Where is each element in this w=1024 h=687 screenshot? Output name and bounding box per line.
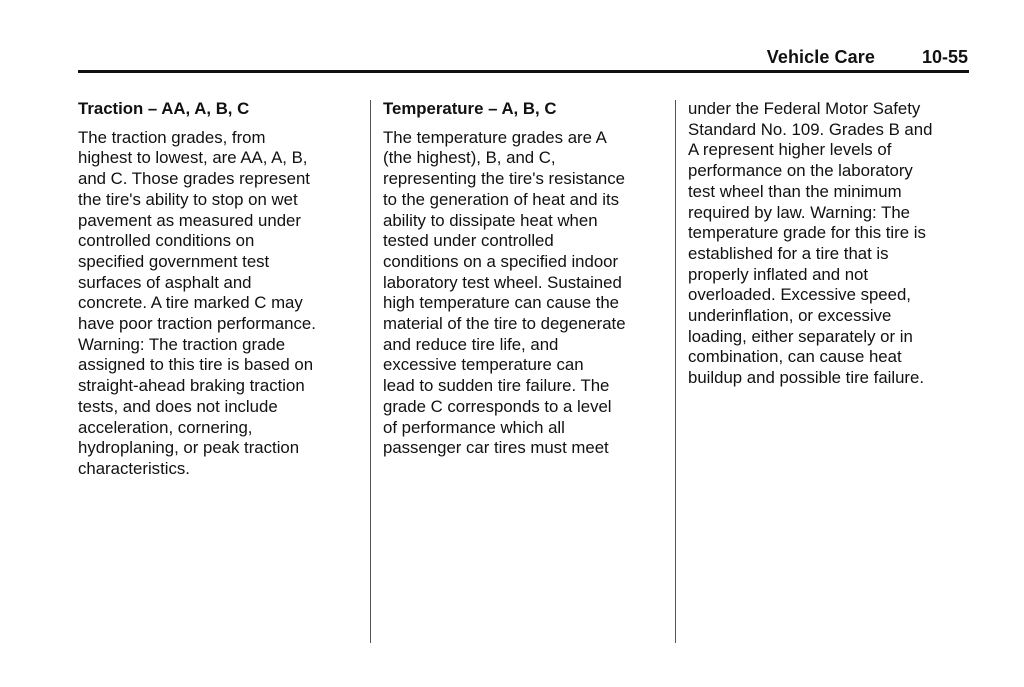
text-line: overloaded. Excessive speed, [688,285,911,305]
page-header [78,44,968,70]
text-line: established for a tire that is [688,243,889,263]
text-line: laboratory test wheel. Sustained [383,272,622,292]
text-line: combination, can cause heat [688,347,902,367]
text-line: Warning: The traction grade [78,334,286,354]
text-line: The temperature grades are A [383,127,607,147]
text-line: grade C corresponds to a level [383,396,612,416]
body-paragraph [383,128,668,459]
text-line: buildup and possible tire failure. [688,368,925,388]
column-temperature [383,99,668,459]
column-divider [370,100,371,643]
text-line: assigned to this tire is based on [78,355,314,375]
column-temperature-continued [688,99,973,389]
text-line: to the generation of heat and its [383,189,620,209]
text-line: concrete. A tire marked C may [78,293,303,313]
page-number: 10-55 [921,47,968,67]
text-line: excessive temperature can [383,355,584,375]
text-line: characteristics. [78,458,190,478]
text-line: properly inflated and not [688,264,869,284]
text-line: test wheel than the minimum [688,181,902,201]
text-line: surfaces of asphalt and [78,272,252,292]
text-line: controlled conditions on [78,231,255,251]
text-line: representing the tire's resistance [383,169,625,189]
text-line: and C. Those grades represent [78,169,310,189]
text-line: material of the tire to degenerate [383,314,626,334]
text-line: ability to dissipate heat when [383,210,598,230]
text-line: tested under controlled [383,231,554,251]
text-line: performance on the laboratory [688,161,913,181]
text-line: highest to lowest, are AA, A, B, [78,148,308,168]
text-line: The traction grades, from [78,127,266,147]
text-line: high temperature can cause the [383,293,620,313]
text-line: conditions on a specified indoor [383,251,619,271]
text-line: specified government test [78,251,270,271]
text-line: underinflation, or excessive [688,306,892,326]
text-line: A represent higher levels of [688,140,892,160]
text-line: straight-ahead braking traction [78,376,305,396]
text-line: the tire's ability to stop on wet [78,189,298,209]
section-title: Vehicle Care [766,47,875,67]
text-line: loading, either separately or in [688,326,913,346]
text-line: hydroplaning, or peak traction [78,438,300,458]
text-line: tests, and does not include [78,396,278,416]
text-line: under the Federal Motor Safety [688,99,921,118]
text-line: of performance which all [383,417,565,437]
text-line: temperature grade for this tire is [688,223,926,243]
section-heading: Traction – AA, A, B, C [78,99,250,118]
text-line: pavement as measured under [78,210,301,230]
body-paragraph [78,128,360,480]
text-line: Standard No. 109. Grades B and [688,119,933,139]
text-line: required by law. Warning: The [688,202,910,222]
column-traction [78,99,360,480]
text-line: lead to sudden tire failure. The [383,376,610,396]
body-paragraph [688,99,973,389]
column-divider [675,100,676,643]
text-line: have poor traction performance. [78,314,316,334]
section-heading: Temperature – A, B, C [383,99,557,118]
header-rule [78,70,969,73]
text-line: and reduce tire life, and [383,334,559,354]
text-line: acceleration, cornering, [78,417,253,437]
text-line: passenger car tires must meet [383,438,609,458]
text-line: (the highest), B, and C, [383,148,556,168]
